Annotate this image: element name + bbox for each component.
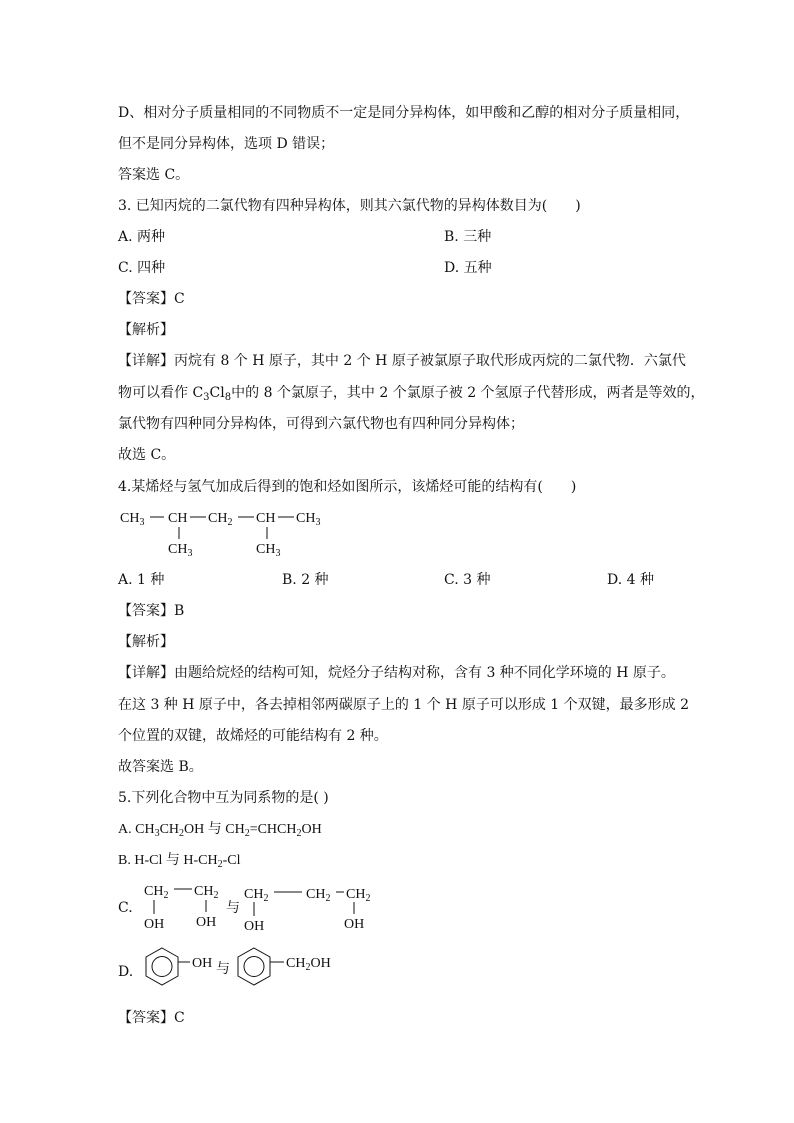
- text-span: 中的 8 个氯原子，其中 2 个氯原子被 2 个氢原子代替形成，两者是等效的，: [231, 385, 705, 401]
- text-yu: 与: [226, 901, 240, 916]
- text-line: 个位置的双键，故烯烃的可能结构有 2 种。: [118, 728, 388, 744]
- struct-ch3: CH: [256, 542, 276, 557]
- question-5: 5.下列化合物中互为同系物的是( ): [118, 790, 329, 806]
- svg-text:CH2OH: $CH_2OH$: [286, 956, 331, 973]
- text-span: Cl: [209, 385, 225, 401]
- svg-text:CH2: $CH_2$: [144, 884, 169, 901]
- option-a: [118, 820, 322, 840]
- subscript: 3: [154, 828, 160, 839]
- subscript: 2: [179, 828, 185, 839]
- svg-text:CH2: $CH_2$: [244, 887, 269, 904]
- text-yu: 与: [216, 962, 230, 977]
- alkane-structure: [116, 505, 356, 561]
- text-span: OH 与 CH: [184, 822, 245, 837]
- option-a: A. 1 种: [118, 572, 165, 588]
- svg-text:CH3: $CH_3$: [120, 511, 145, 528]
- text-line: 故答案选 B。: [118, 759, 203, 775]
- option-b: B. 2 种: [282, 572, 329, 588]
- analysis-heading: 【解析】: [118, 634, 174, 650]
- svg-text:OH: OH: [196, 915, 217, 930]
- answer: 【答案】B: [118, 603, 185, 619]
- subscript: 8: [224, 392, 232, 403]
- text-line: 答案选 C。: [118, 167, 190, 183]
- text-line: [118, 383, 705, 403]
- struct-ch: CH: [256, 511, 276, 526]
- subscript: 2: [217, 859, 223, 870]
- option-a: A. 两种: [118, 229, 166, 245]
- text-span: OH: [301, 822, 322, 837]
- svg-text:CH: [256, 511, 275, 526]
- svg-text:CH2: $CH_2$: [208, 511, 233, 528]
- svg-text:CH2: $CH_2$: [346, 887, 371, 904]
- text-span: B. H-Cl 与 H-CH: [118, 853, 218, 868]
- text-line: D、相对分子质量相同的不同物质不一定是同分异构体，如甲酸和乙醇的相对分子质量相同，: [118, 105, 690, 121]
- text-span: CH: [159, 822, 180, 837]
- answer: 【答案】C: [118, 291, 185, 307]
- option-d: D. 五种: [444, 260, 492, 276]
- struct-ch3: CH: [296, 511, 316, 526]
- text-line: 故选 C。: [118, 447, 176, 463]
- question-4: 4.某烯烃与氢气加成后得到的饱和烃如图所示，该烯烃可能的结构有( ): [118, 479, 577, 495]
- subscript: 3: [203, 392, 210, 403]
- text-line: 但不是同分异构体，选项 D 错误；: [118, 136, 335, 152]
- svg-text:CH2: $CH_2$: [306, 887, 331, 904]
- text-line: 在这 3 种 H 原子中，各去掉相邻两碳原子上的 1 个 H 原子可以形成 1 个双键，最多形成 2: [118, 697, 689, 713]
- text-line: 氯代物有四种同分异构体，可得到六氯代物也有四种同分异构体；: [118, 416, 524, 432]
- svg-text:CH2: $CH_2$: [194, 884, 219, 901]
- svg-text:OH: OH: [144, 917, 165, 932]
- struct-ch: CH: [168, 511, 188, 526]
- text-line: 【详解】由题给烷烃的结构可知，烷烃分子结构对称，含有 3 种不同化学环境的 H 原子。: [118, 665, 675, 681]
- svg-text:CH3: $CH_3$: [296, 511, 321, 528]
- struct-ch2: CH: [208, 511, 228, 526]
- text-span: 物可以看作 C: [118, 385, 204, 401]
- phenol-benzyl-alcohol: [138, 940, 378, 996]
- text-span: =CHCH: [249, 822, 297, 837]
- subscript: 2: [296, 828, 302, 839]
- analysis-heading: 【解析】: [118, 322, 174, 338]
- text-span: -Cl: [222, 853, 241, 868]
- text-oh: OH: [192, 956, 213, 971]
- svg-text:CH: [168, 511, 187, 526]
- option-b: [118, 851, 240, 871]
- diol-structures: [138, 878, 398, 934]
- svg-text:CH3: $CH_3$: [168, 542, 193, 559]
- struct-ch3: CH: [120, 511, 140, 526]
- question-3: 3. 已知丙烷的二氯代物有四种异构体，则其六氯代物的异构体数目为( ): [118, 198, 581, 214]
- option-b: B. 三种: [444, 229, 492, 245]
- svg-text:CH3: $CH_3$: [256, 542, 281, 559]
- svg-text:OH: OH: [244, 919, 265, 934]
- answer: 【答案】C: [118, 1010, 185, 1026]
- option-d: D.: [118, 964, 134, 980]
- option-d: D. 4 种: [607, 572, 654, 588]
- svg-text:OH: OH: [344, 917, 365, 932]
- option-c: C. 3 种: [444, 572, 491, 588]
- subscript: 2: [244, 828, 250, 839]
- option-c: C. 四种: [118, 260, 166, 276]
- text-line: 【详解】丙烷有 8 个 H 原子，其中 2 个 H 原子被氯原子取代形成丙烷的二氯代物．六氯代: [118, 353, 686, 369]
- option-c: C.: [118, 900, 133, 916]
- struct-ch3: CH: [168, 542, 188, 557]
- text-span: A. CH: [118, 822, 155, 837]
